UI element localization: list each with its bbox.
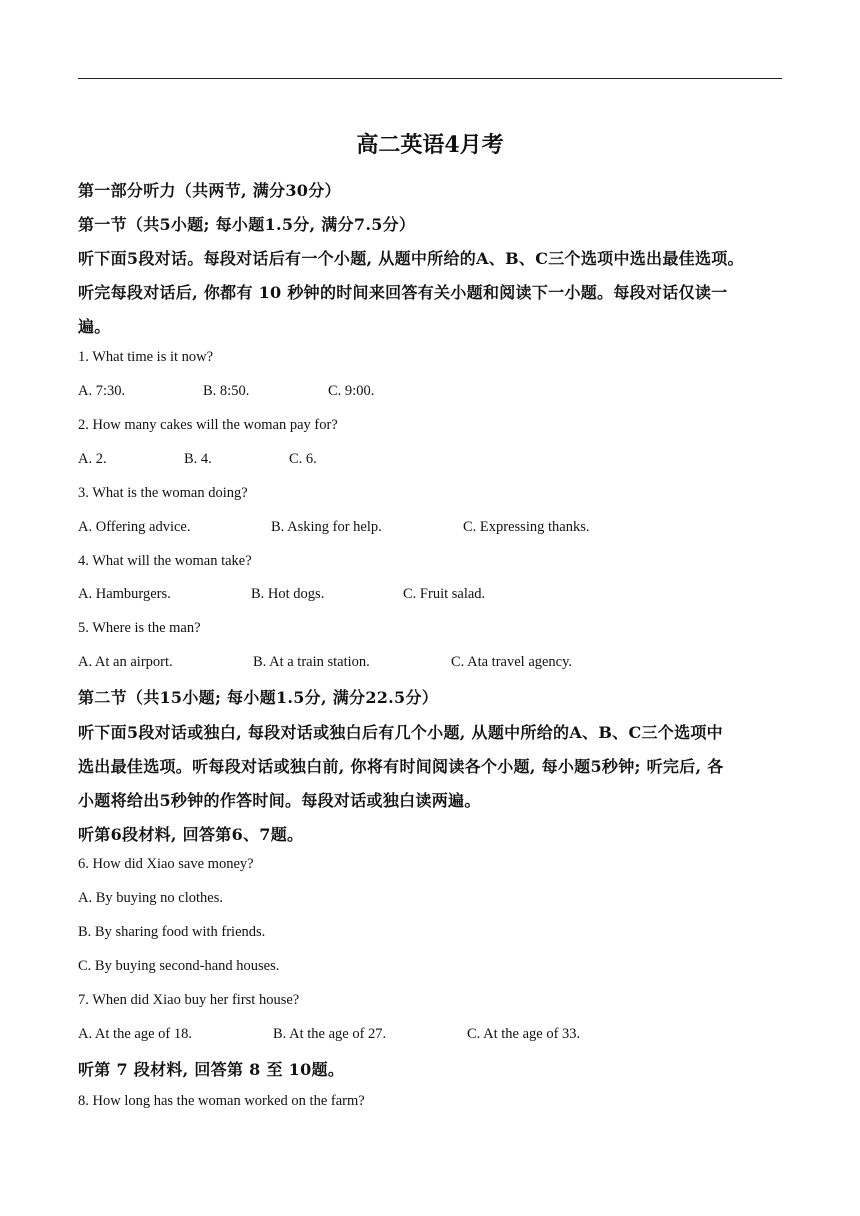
section2-heading: 第二节（共15小题; 每小题1.5分, 满分22.5分）: [78, 688, 439, 707]
q7-option-a: A. At the age of 18.: [78, 1026, 192, 1042]
header-rule: [78, 78, 782, 79]
q2-option-c: C. 6.: [289, 451, 317, 467]
q7-option-c: C. At the age of 33.: [467, 1026, 581, 1042]
q1-option-b: B. 8:50.: [203, 383, 250, 399]
section1-heading: 第一节（共5小题; 每小题1.5分, 满分7.5分）: [78, 215, 416, 234]
question-4-stem: 4. What will the woman take?: [78, 553, 252, 569]
q1-option-a: A. 7:30.: [78, 383, 126, 399]
q5-option-b: B. At a train station.: [253, 654, 370, 670]
q6-option-b: B. By sharing food with friends.: [78, 924, 266, 940]
q5-option-a: A. At an airport.: [78, 654, 173, 670]
section2-instructions-line1: 听下面5段对话或独白, 每段对话或独白后有几个小题, 从题中所给的A、B、C三个选项中: [78, 723, 723, 742]
q7-option-b: B. At the age of 27.: [273, 1026, 387, 1042]
part1-heading: 第一部分听力（共两节, 满分30分）: [78, 181, 341, 200]
q2-option-a: A. 2.: [78, 451, 107, 467]
section2-instructions-line3: 小题将给出5秒钟的作答时间。每段对话或独白读两遍。: [78, 791, 481, 810]
question-5-stem: 5. Where is the man?: [78, 620, 201, 636]
section1-instructions-line2: 听完每段对话后, 你都有 10 秒钟的时间来回答有关小题和阅读下一小题。每段对话仅读一: [78, 283, 728, 302]
question-6-stem: 6. How did Xiao save money?: [78, 856, 254, 872]
question-7-stem: 7. When did Xiao buy her first house?: [78, 992, 300, 1008]
section1-instructions-line1: 听下面5段对话。每段对话后有一个小题, 从题中所给的A、B、C三个选项中选出最佳选项。: [78, 249, 744, 268]
question-1-stem: 1. What time is it now?: [78, 349, 214, 365]
page-title: 高二英语4月考: [356, 132, 504, 158]
question-2-stem: 2. How many cakes will the woman pay for?: [78, 417, 338, 433]
q4-option-a: A. Hamburgers.: [78, 586, 171, 602]
q3-option-b: B. Asking for help.: [271, 519, 382, 535]
q4-option-b: B. Hot dogs.: [251, 586, 325, 602]
q3-option-c: C. Expressing thanks.: [463, 519, 590, 535]
question-3-stem: 3. What is the woman doing?: [78, 485, 248, 501]
q2-option-b: B. 4.: [184, 451, 212, 467]
material-6-heading: 听第6段材料, 回答第6、7题。: [78, 825, 304, 844]
material-7-heading: 听第 7 段材料, 回答第 8 至 10题。: [78, 1060, 345, 1079]
question-8-stem: 8. How long has the woman worked on the farm?: [78, 1093, 365, 1109]
q1-option-c: C. 9:00.: [328, 383, 375, 399]
q4-option-c: C. Fruit salad.: [403, 586, 486, 602]
q6-option-c: C. By buying second-hand houses.: [78, 958, 280, 974]
section2-instructions-line2: 选出最佳选项。听每段对话或独白前, 你将有时间阅读各个小题, 每小题5秒钟; 听完后, 各: [78, 757, 724, 776]
q3-option-a: A. Offering advice.: [78, 519, 191, 535]
q6-option-a: A. By buying no clothes.: [78, 890, 223, 906]
q5-option-c: C. Ata travel agency.: [451, 654, 573, 670]
section1-instructions-line3: 遍。: [78, 317, 111, 336]
